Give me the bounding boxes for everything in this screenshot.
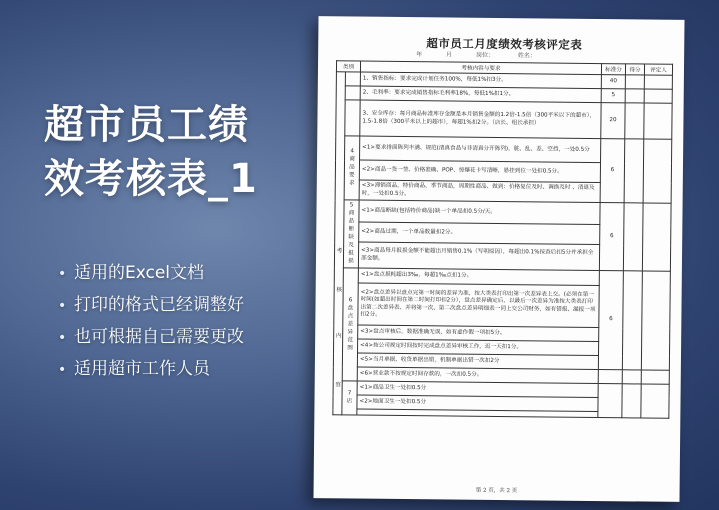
feature-item: • 打印的格式已经调整好	[58, 290, 308, 322]
row-content: <1>商品断缺(包括特价商品)缺一个单品扣0.5分/天。	[359, 200, 600, 225]
group-label: 4商品要求	[348, 148, 355, 187]
group-label-cell	[344, 136, 360, 200]
row-content: <2>商品一货一签、价格准确、POP、惊爆花卡写清晰，悬挂到位一处扣0.5分。	[359, 160, 600, 183]
bullet-icon: •	[58, 330, 67, 346]
row-evaluator	[642, 203, 671, 271]
row-standard-score: 6	[598, 271, 623, 370]
row-content: 2、毛利率：要求完成销售指标毛利率18%，每低1%扣1分。	[360, 86, 601, 103]
row-evaluator	[643, 139, 672, 203]
row-score	[625, 103, 644, 139]
row-evaluator	[641, 384, 669, 418]
row-content: <4>按公司规定时间按时完成盘点差异审核工作，迟一天扣1分。	[358, 339, 599, 356]
outer-label: 容	[335, 381, 342, 388]
bullet-icon: •	[58, 298, 67, 314]
row-evaluator	[644, 75, 672, 89]
outer-label: 考	[336, 248, 343, 255]
group-label-cell	[343, 200, 359, 268]
row-number	[345, 72, 360, 86]
header-standard-score: 标准分	[601, 64, 625, 75]
row-score	[623, 203, 643, 271]
row-number	[345, 100, 360, 136]
row-content: <1>要求排面陈列丰满、规范(清真食品与非清真分开陈列)，脏、乱、差、空挡，一处0.5分	[360, 136, 601, 163]
evaluation-form-sheet	[313, 16, 684, 502]
row-evaluator	[644, 103, 672, 139]
feature-item: • 适用超市工作人员	[58, 354, 308, 386]
position-label: 岗位：	[475, 51, 495, 59]
row-evaluator	[644, 89, 672, 103]
year-label: 年	[416, 51, 423, 59]
group-label: 7店	[346, 390, 353, 405]
form-title: 超市员工月度绩效考核评定表	[426, 36, 583, 52]
name-label: 姓名：	[517, 52, 536, 60]
group-label: 5商品断缺及报损	[348, 202, 355, 265]
row-content	[357, 409, 598, 418]
header-evaluator: 评定人	[644, 64, 672, 75]
row-score	[622, 370, 641, 384]
row-evaluator	[641, 370, 669, 384]
row-content: <3>商品每月报损金额不能超出月销售0.1%（写明原因），每超出0.1%按查后扣5分并承担全部金额。	[358, 242, 599, 271]
promo-title-line1: 超市员工绩	[44, 102, 249, 148]
feature-item: • 也可根据自己需要更改	[58, 322, 308, 354]
row-content: <2>商品过期，一个单品数量扣2分。	[359, 222, 600, 245]
row-content: 1、销售指标：要求完成计划任务100%，每低1%扣3分。	[360, 72, 601, 89]
row-score	[625, 89, 644, 103]
row-content: <6>营业款不按规定时间存款的，一次扣0.5分。	[357, 367, 598, 384]
bullet-icon: •	[58, 362, 67, 378]
group-label: 6盘点差异范围	[347, 297, 354, 352]
row-content: <3>盘点审核后，数据准确无误，如有虚作假一项扣5分。	[358, 325, 599, 342]
table-row	[336, 136, 672, 164]
row-content: <2>盘点差异以盘点完第一时间的差异为准，按大类表打印出第一次差异表上交。(必须在第一时间(如超出时间在第二时间打印扣2分），盘点差异确定后，以最后一次差异为准按大类表打印出第二次差异表、并将第一次、第二次盘点差异明细表一同上交公司财务，如有错报、漏报一项扣2分。	[358, 283, 599, 328]
group-label-cell	[342, 268, 358, 381]
promo-title	[44, 98, 294, 206]
row-content: <5>当月单据、收货单据出错，机制单据出错一次扣2分	[357, 353, 598, 370]
feature-list	[58, 258, 308, 386]
row-standard-score: 40	[601, 75, 625, 89]
row-standard-score	[598, 370, 622, 384]
row-score	[624, 139, 644, 203]
promo-title-line2: 效考核表_1	[44, 156, 258, 202]
page-footer: 第 2 页，共 2 页	[475, 487, 518, 495]
outer-label: 核	[336, 286, 342, 293]
group-label-cell	[342, 381, 357, 415]
row-number	[345, 86, 360, 100]
header-score: 得分	[625, 64, 644, 75]
row-content: <2>地面卫生一处扣0.5分	[357, 395, 598, 412]
row-evaluator	[641, 271, 670, 370]
header-category: 类别	[336, 61, 360, 72]
feature-item: • 适用的Excel文档	[58, 258, 308, 290]
row-score	[622, 384, 641, 418]
bullet-icon: •	[58, 266, 67, 282]
row-standard-score	[598, 384, 622, 418]
row-content: <3>滞销商品，特价商品、季节商品，周期性商品、做到：价格复位及时、调换及时 、清退及时，一处扣0.5分。	[359, 180, 600, 203]
row-standard-score: 20	[601, 103, 625, 139]
outer-label: 内	[335, 333, 342, 340]
header-content: 考核内容与要求	[360, 61, 601, 75]
row-standard-score: 5	[601, 89, 625, 103]
row-content: 3、安全库存：每月商品标准库存金额是本月销售金额的1.2倍-1.5倍（300平米以下的超市），1.5-1.8倍（300平米以上的超市），每超1%扣2分。（店长、组长承担）	[360, 100, 601, 139]
row-score	[625, 75, 644, 89]
month-label: 月	[446, 51, 453, 59]
table-row	[336, 100, 672, 140]
row-score	[622, 271, 642, 370]
evaluation-table	[332, 60, 673, 419]
row-content: <1>盘点损耗超出3‰，每超1‰点扣1分。	[358, 268, 599, 286]
row-standard-score: 6	[600, 139, 625, 203]
row-content: <1>商品卫生一处扣0.5分	[357, 381, 598, 398]
row-standard-score: 6	[599, 203, 624, 271]
